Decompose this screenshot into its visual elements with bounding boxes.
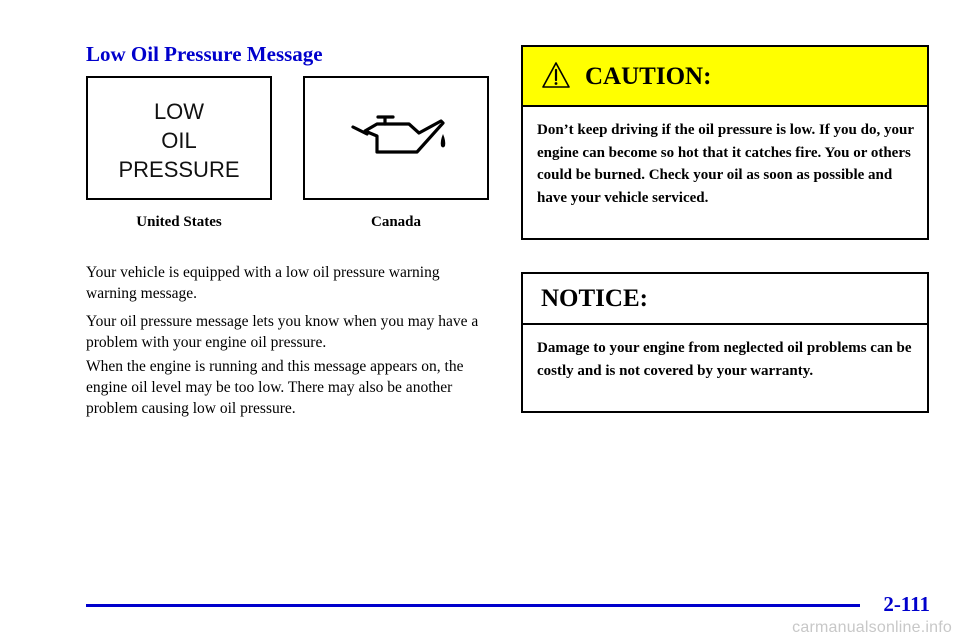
page-number: 2-111 [883,592,930,616]
footer-divider [86,604,860,607]
notice-body: Damage to your engine from neglected oil problems can be costly and is not covered by your warranty. [537,340,912,379]
us-figure-caption: United States [136,214,222,230]
caution-body: Don’t keep driving if the oil pressure is low. If you do, your engine can become so hot that it catches fire. You or others could be burned. Check your oil as soon as possible and have your vehicle serviced. [537,122,914,206]
paragraph-possible-causes: When the engine is running and this message appears on, the engine oil level may be too low. There may also be another problem causing low oil pressure. [86,358,464,417]
notice-header [523,274,927,325]
caution-box [521,45,929,240]
us-message-line-oil: OIL [161,128,197,153]
us-message-line-low: LOW [153,99,205,124]
us-oil-pressure-message-figure [86,76,272,200]
watermark-text: carmanualsonline.info [792,619,952,636]
oil-can-icon [349,108,449,168]
canada-oil-pressure-symbol-figure [303,76,489,200]
us-message-text [88,97,270,184]
canada-figure-caption: Canada [370,214,422,230]
section-heading: Low Oil Pressure Message [86,42,323,66]
paragraph-message-purpose: Your oil pressure message lets you know when you may have a problem with your engine oil pressure. [86,313,479,351]
warning-triangle-icon [541,61,571,89]
us-message-line-pressure: PRESSURE [118,157,240,182]
notice-box [521,272,929,413]
caution-header [523,47,927,107]
paragraph-intro: Your vehicle is equipped with a low oil pressure warning warning message. [86,264,440,302]
notice-title: NOTICE: [541,285,648,312]
caution-title: CAUTION: [585,63,712,90]
